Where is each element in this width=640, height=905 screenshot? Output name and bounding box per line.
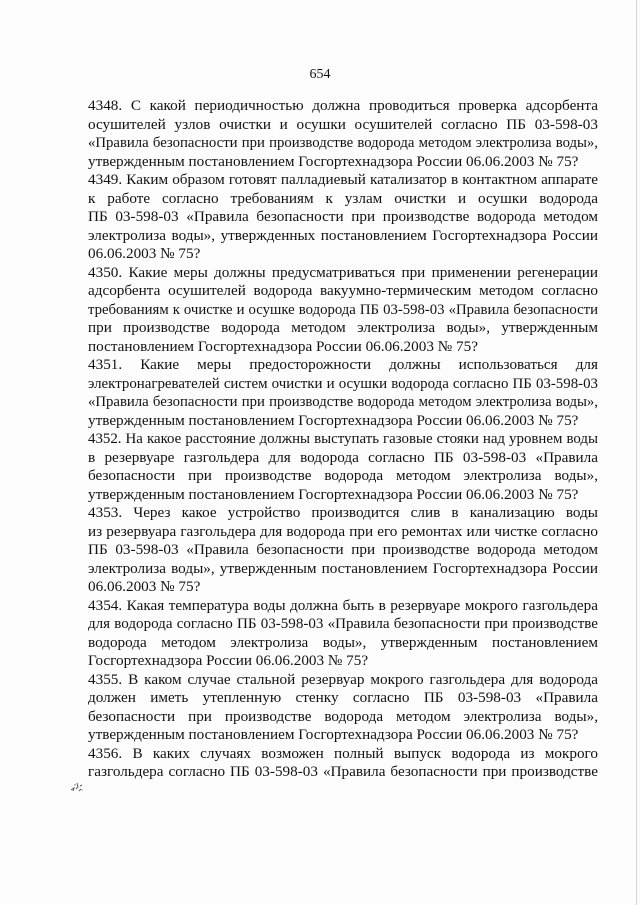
question-line: 4348. С какой периодичностью должна проводиться проверка адсорбента [88, 97, 598, 114]
question-line: 4350. Какие меры должны предусматриваться при применении регенерации [88, 263, 598, 281]
question-line: 4356. В каких случаях возможен полный выпуск водорода из мокрого [88, 744, 598, 762]
question-4353 [88, 504, 598, 597]
question-line: постановлением Госгортехнадзора России 06.06.2003 № 75? [88, 337, 478, 355]
question-4352 [88, 430, 598, 504]
question-4351 [88, 356, 598, 430]
question-4356 [88, 745, 598, 782]
scan-edge [636, 0, 637, 905]
question-line: осушителей узлов очистки и осушки осушителей согласно ПБ 03-598-03 [88, 115, 598, 133]
question-line: 06.06.2003 № 75? [88, 245, 201, 262]
question-line: безопасности при производстве водорода методом электролиза воды», [88, 467, 598, 484]
question-line: 4349. Каким образом готовят палладиевый катализатор в контактном аппарате [88, 171, 598, 188]
question-line: электролиза воды», утвержденных постановлением Госгортехнадзора России [88, 226, 598, 244]
document-body [88, 97, 598, 782]
question-line: в резервуаре газгольдера для водорода согласно ПБ 03-598-03 «Правила [88, 448, 598, 466]
question-line: 4352. На какое расстояние должны выступать газовые стояки над уровнем воды [88, 431, 598, 447]
question-line: водорода методом электролиза воды», утвержденным постановлением [88, 633, 598, 651]
question-line: для водорода согласно ПБ 03-598-03 «Правила безопасности при производстве [88, 616, 598, 632]
question-line: электронагревателей систем очистки и осушки водорода согласно ПБ 03-598-03 [88, 375, 598, 392]
question-line: 4354. Какая температура воды должна быть в резервуаре мокрого газгольдера [88, 596, 598, 614]
question-line: ПБ 03-598-03 «Правила безопасности при производстве водорода методом [88, 541, 598, 558]
question-line: электролиза воды», утвержденным постановлением Госгортехнадзора России [88, 559, 598, 577]
page-number: 654 [309, 67, 331, 82]
question-4354 [88, 597, 598, 671]
question-line: требованиям к очистке и осушке водорода ПБ 03-598-03 «Правила безопасности [88, 301, 598, 318]
question-line: «Правила безопасности при производстве водорода методом электролиза воды», [88, 394, 598, 410]
question-line: из резервуара газгольдера для водорода при его ремонтах или чистке согласно [88, 522, 598, 540]
question-line: газгольдера согласно ПБ 03-598-03 «Правила безопасности при производстве [88, 763, 598, 780]
question-line: «Правила безопасности при производстве водорода методом электролиза воды», [88, 135, 598, 151]
question-line: 4351. Какие меры предосторожности должны использоваться для [88, 356, 598, 373]
question-line: утвержденным постановлением Госгортехнадзора России 06.06.2003 № 75? [88, 726, 579, 743]
question-line: адсорбента осушителей водорода вакуумно-термическим методом согласно [88, 282, 598, 299]
question-4348 [88, 97, 598, 171]
question-line: утвержденным постановлением Госгортехнадзора России 06.06.2003 № 75? [88, 152, 579, 170]
question-4350 [88, 264, 598, 357]
question-line: должен иметь утепленную стенку согласно ПБ 03-598-03 «Правила [88, 689, 598, 706]
question-line: 4355. В каком случае стальной резервуар мокрого газгольдера для водорода [88, 670, 598, 688]
scan-artifact [68, 779, 86, 795]
question-line: Госгортехнадзора России 06.06.2003 № 75? [88, 652, 369, 669]
question-line: утвержденным постановлением Госгортехнадзора России 06.06.2003 № 75? [88, 411, 579, 429]
question-4349 [88, 171, 598, 264]
question-line: 4353. Через какое устройство производится слив в канализацию воды [88, 504, 598, 521]
question-line: 06.06.2003 № 75? [88, 578, 201, 595]
question-line: при производстве водорода методом электролиза воды», утвержденным [88, 319, 598, 336]
question-line: безопасности при производстве водорода методом электролиза воды», [88, 707, 598, 725]
question-4355 [88, 671, 598, 745]
question-line: к работе согласно требованиям к узлам очистки и осушки водорода [88, 189, 598, 207]
question-line: ПБ 03-598-03 «Правила безопасности при производстве водорода методом [88, 208, 598, 225]
question-line: утвержденным постановлением Госгортехнадзора России 06.06.2003 № 75? [88, 485, 579, 503]
